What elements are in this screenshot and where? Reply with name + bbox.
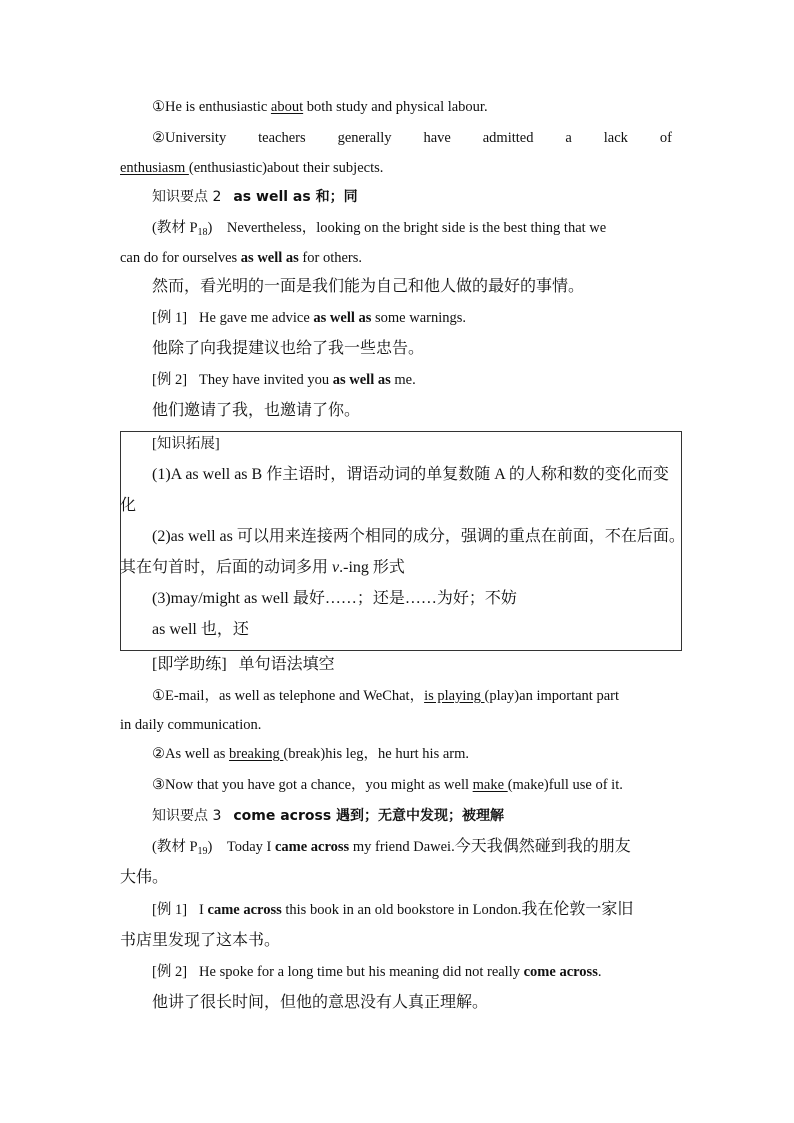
knowledge-extension-title: [知识拓展] bbox=[152, 436, 220, 452]
example-sentence-2-cont: enthusiasm (enthusiastic)about their subjects. bbox=[120, 160, 384, 176]
extension-point-1-cont: 化 bbox=[120, 497, 137, 514]
textbook-quote-2-cont: can do for ourselves as well as for others. bbox=[120, 250, 363, 266]
extension-point-2: (2)as well as 可以用来连接两个相同的成分，强调的重点在前面，不在后面。 bbox=[152, 528, 685, 545]
extension-point-1: (1)A as well as B 作主语时，谓语动词的单复数随 A 的人称和数的变化而变 bbox=[152, 466, 669, 483]
example-sentence-1: ①He is enthusiastic about both study and physical labour. bbox=[152, 99, 488, 115]
practice-heading: [即学助练] 单句语法填空 bbox=[152, 656, 335, 673]
practice-question-3: ③Now that you have got a chance，you might as well make (make)full use of it. bbox=[152, 777, 623, 793]
answer-blank: make bbox=[472, 777, 508, 793]
example-3-cont: 书店里发现了这本书。 bbox=[120, 932, 281, 949]
example-1: [例 1] He gave me advice as well as some warnings. bbox=[152, 310, 467, 326]
answer-blank: is playing bbox=[424, 688, 485, 704]
example-4: [例 2] He spoke for a long time but his meaning did not really come across. bbox=[152, 964, 602, 980]
example-sentence-2: ②University teachers generally have admitted a lack of bbox=[152, 130, 672, 146]
example-4-translation: 他讲了很长时间，但他的意思没有人真正理解。 bbox=[152, 994, 489, 1011]
textbook-quote-3: (教材 $P_{19}$) Today I came across my friend Dawei.今天我偶然碰到我的朋友 bbox=[152, 838, 631, 857]
practice-question-2: ②As well as breaking (break)his leg，he hurt his arm. bbox=[152, 746, 470, 762]
textbook-quote-2-translation: 然而，看光明的一面是我们能为自己和他人做的最好的事情。 bbox=[152, 278, 585, 295]
extension-point-3: (3)may/might as well 最好……；还是……为好；不妨 bbox=[152, 590, 517, 607]
answer-blank: breaking bbox=[229, 746, 284, 762]
example-2-translation: 他们邀请了我，也邀请了你。 bbox=[152, 402, 361, 419]
example-1-translation: 他除了向我提建议也给了我一些忠告。 bbox=[152, 340, 425, 357]
extension-point-3-cont: as well 也，还 bbox=[152, 621, 249, 638]
answer-blank: about bbox=[270, 99, 304, 115]
example-3: [例 1] I came across this book in an old bookstore in London.我在伦敦一家旧 bbox=[152, 901, 634, 918]
example-2: [例 2] They have invited you as well as me. bbox=[152, 372, 416, 388]
answer-blank: enthusiasm bbox=[120, 160, 189, 176]
textbook-quote-2: (教材 $P_{18}$) Nevertheless，looking on the bright side is the best thing that we bbox=[152, 220, 607, 238]
extension-point-2-cont: 其在句首时，后面的动词多用 v.-ing 形式 bbox=[120, 559, 405, 576]
textbook-quote-3-cont: 大伟。 bbox=[120, 869, 169, 886]
knowledge-point-3-heading: 知识要点 3 come across 遇到；无意中发现；被理解 bbox=[152, 808, 505, 824]
knowledge-point-2-heading: 知识要点 2 as well as 和；同 bbox=[152, 189, 358, 205]
practice-question-1: ①E-mail，as well as telephone and WeChat，is playing (play)an important part bbox=[152, 688, 619, 704]
practice-question-1-cont: in daily communication. bbox=[120, 717, 262, 733]
